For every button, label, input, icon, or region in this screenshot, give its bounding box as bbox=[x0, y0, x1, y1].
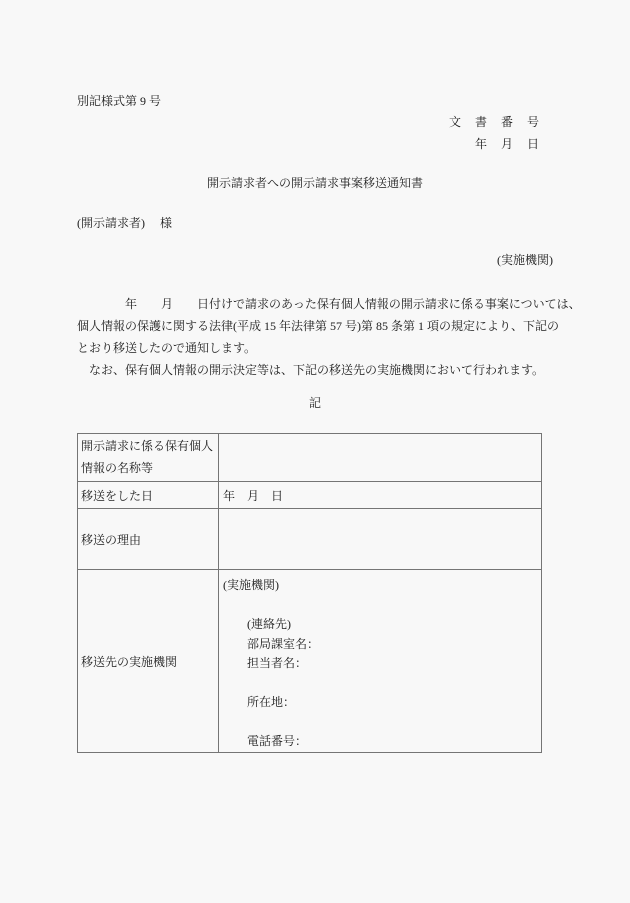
label-cell-transfer-date bbox=[78, 482, 219, 509]
value-cell-transfer-reason bbox=[219, 509, 542, 570]
label-text: 移送の理由 bbox=[81, 532, 142, 547]
value-cell-transfer-date bbox=[219, 482, 542, 509]
form-number: 別記様式第 9 号 bbox=[77, 94, 162, 108]
table-row-transfer-date bbox=[78, 482, 542, 509]
value-cell-destination-agency bbox=[219, 570, 542, 753]
agency-line-blank bbox=[223, 596, 538, 616]
label-cell-destination-agency bbox=[78, 570, 219, 753]
value-text: 年 月 日 bbox=[223, 488, 284, 503]
agency-line: (実施機関) bbox=[223, 578, 279, 592]
body-line: とおり移送したので通知します。 bbox=[77, 341, 257, 355]
transfer-details-table bbox=[77, 433, 542, 753]
department-line: 部局課室名： bbox=[223, 636, 320, 651]
document-meta-block bbox=[77, 115, 553, 152]
body-paragraph bbox=[77, 293, 581, 381]
person-in-charge-line: 担当者名： bbox=[223, 656, 308, 670]
contact-heading-line: (連絡先) bbox=[223, 617, 291, 631]
addressee: (開示請求者) 様 bbox=[77, 216, 172, 230]
table-row-information-name bbox=[78, 434, 542, 482]
document-date-label: 年 月 日 bbox=[474, 137, 540, 151]
document-title: 開示請求者への開示請求事案移送通知書 bbox=[206, 176, 423, 190]
document-number-label: 文 書 番 号 bbox=[448, 115, 540, 129]
label-text: 移送先の実施機関 bbox=[81, 654, 178, 669]
label-line: 開示請求に係る保有個人 bbox=[81, 439, 214, 453]
blank-line bbox=[223, 674, 538, 694]
issuer: (実施機関) bbox=[497, 253, 553, 267]
label-line: 情報の名称等 bbox=[81, 460, 154, 475]
table-row-transfer-reason bbox=[78, 509, 542, 570]
address-line: 所在地： bbox=[223, 695, 296, 709]
table-row-destination-agency bbox=[78, 570, 542, 753]
label-cell-transfer-reason bbox=[78, 509, 219, 570]
blank-line bbox=[223, 713, 538, 733]
ki-heading: 記 bbox=[308, 396, 321, 410]
phone-number-line: 電話番号： bbox=[223, 734, 308, 748]
body-line: 年 月 日付けで請求のあった保有個人情報の開示請求に係る事案については、 bbox=[77, 297, 581, 311]
body-line: 個人情報の保護に関する法律(平成 15 年法律第 57 号)第 85 条第 1 項の規定により、下記の bbox=[77, 319, 559, 333]
label-cell-information-name bbox=[78, 434, 219, 482]
value-cell-information-name bbox=[219, 434, 542, 482]
label-text: 移送をした日 bbox=[81, 488, 154, 503]
body-line: なお、保有個人情報の開示決定等は、下記の移送先の実施機関において行われます。 bbox=[77, 363, 545, 377]
